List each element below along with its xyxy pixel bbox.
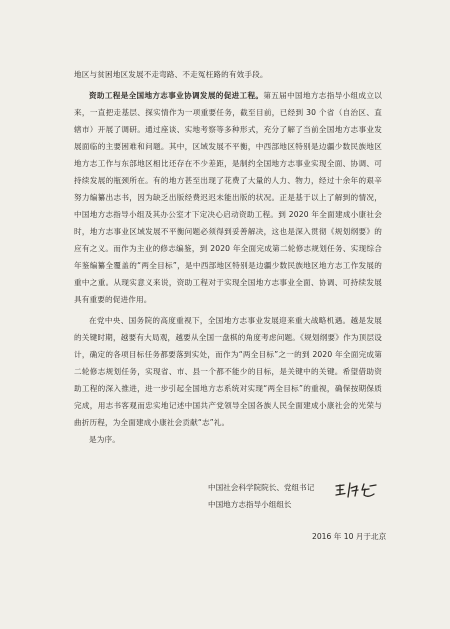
signing-date: 2016 年 10 月于北京: [312, 532, 387, 541]
paragraph-4: [74, 431, 382, 448]
body-text: [74, 66, 382, 448]
signer-title-line-1: 中国社会科学院院长、党组书记: [208, 483, 315, 492]
handwritten-signature-icon: [334, 480, 380, 500]
paragraph-3: [74, 312, 382, 431]
paragraph-2-lead: 资助工程是全国地方志事业协调发展的促进工程。: [89, 91, 264, 100]
signer-title-line-2: 中国地方志指导小组组长: [208, 500, 292, 509]
paragraph-4-text: 是为序。: [89, 435, 120, 444]
paragraph-3-text: 在党中央、国务院的高度重视下，全国地方志事业发展迎来重大战略机遇。越是发展的关键时期，越要有大局观，越要从全国一盘棋的角度考虑问题。《规划纲要》作为顶层设计，确定的各项目标任务都要落到实处，而作为“两全目标”之一的到 2020 年全面完成第二轮修志规划任务，实现省、市、县一个都不能少的目标，是关键中的关键。希望借助资助工程的深入推进，进一步引起全国地方志系统对实现“两全目标”的重视，确保按期保质完成，用志书客观而忠实地记述中国共产党领导全国各族人民全面建成小康社会的光荣与曲折历程，为全面建成小康社会贡献“志”礼。: [74, 316, 382, 427]
paragraph-2: [74, 87, 382, 308]
paragraph-1: [74, 66, 382, 83]
paragraph-2-text: 第五届中国地方志指导小组成立以来，一直把走基层、探实情作为一项重要任务，截至目前，已经到 30 个省（自治区、直辖市）开展了调研。通过座谈、实地考察等多种形式，充分了解了当前全国地方志事业发展面临的主要困难和问题。其中，区域发展不平衡，中西部地区特别是边疆少数民族地区地方志工作与东部地区相比还存在不少差距，是制约全国地方志事业实现全面、协调、可持续发展的瓶颈所在。有的地方甚至出现了花费了大量的人力、物力，经过十余年的艰辛努力编纂出志书，因为缺乏出版经费迟迟未能出版的状况。正是基于以上了解到的情况，中国地方志指导小组及其办公室才下定决心启动资助工程。到 2020 年全面建成小康社会时，地方志事业区域发展不平衡问题必须得到妥善解决，这也是深入贯彻《规划纲要》的应有之义。而作为主业的修志编鉴，到 2020 年全面完成第二轮修志规划任务、实现综合年鉴编纂全覆盖的“两全目标”，是中西部地区特别是边疆少数民族地区地方志工作发展的重中之重。从现实意义来说，资助工程对于实现全国地方志事业全面、协调、可持续发展具有重要的促进作用。: [74, 91, 382, 304]
paragraph-1-text: 地区与贫困地区发展不走弯路、不走冤枉路的有效手段。: [74, 70, 268, 79]
